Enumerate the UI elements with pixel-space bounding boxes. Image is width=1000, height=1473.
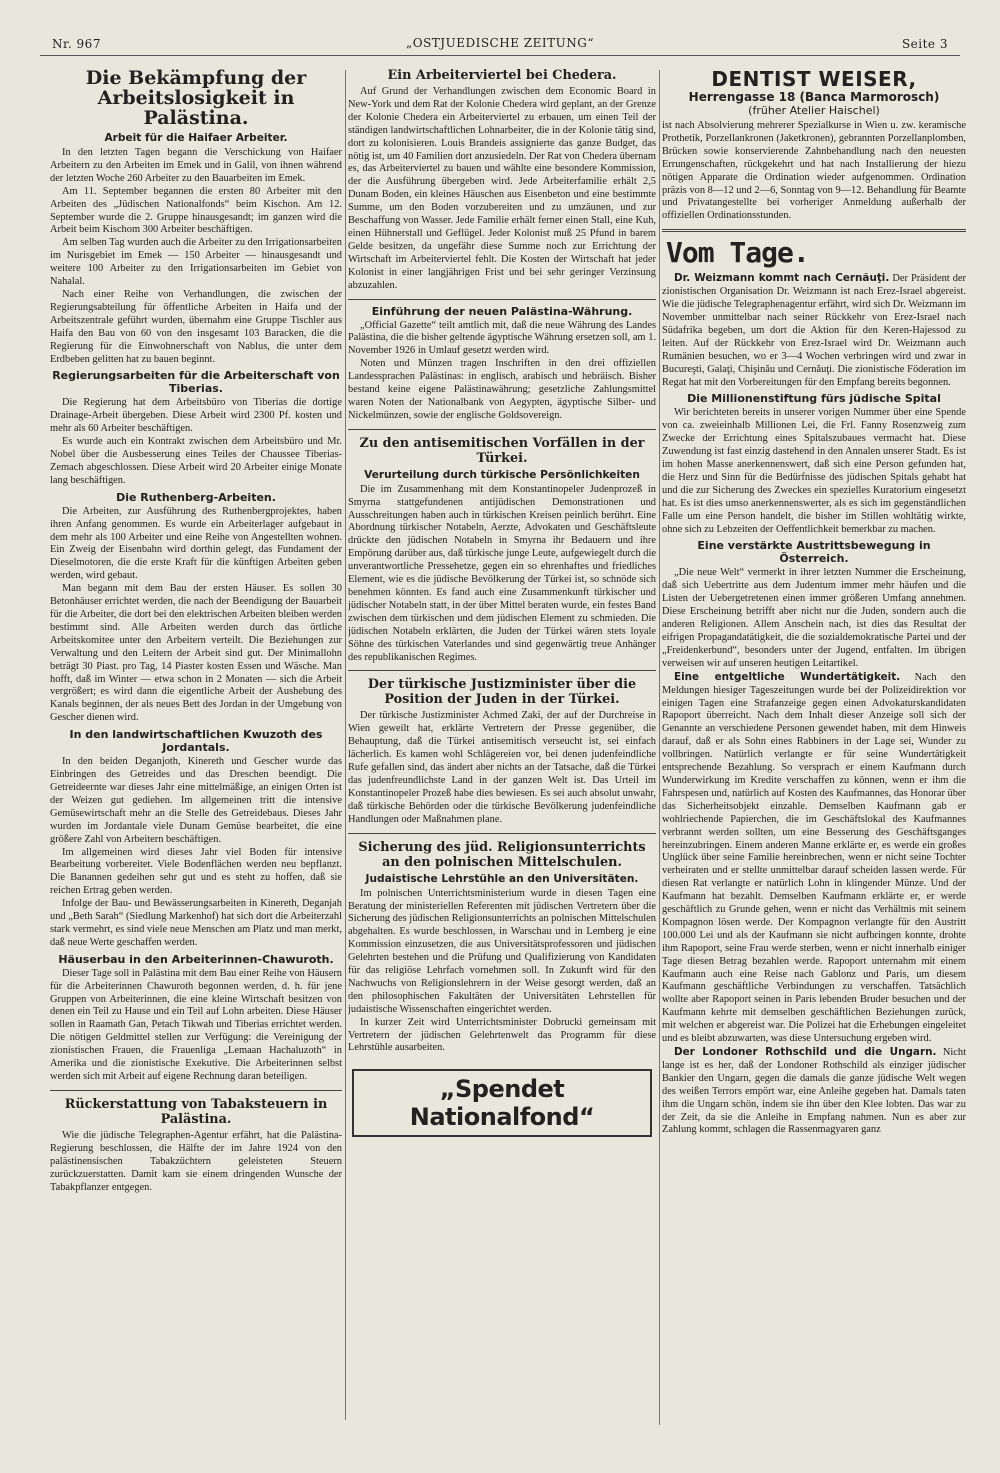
- paragraph: Am 11. September begannen die ersten 80 Arbeiter mit den Arbeiten des „Jüdischen Nationalfonds“ beim Kischon. Am 12. September wurde die 2. Gruppe hinausgesandt; im ganzen wird die Arbeit beim Kischom 300 Arbeiter beschäftigen.: [50, 185, 342, 236]
- vom-tage-heading: Vom Tage.: [666, 236, 809, 270]
- section-heading: Die Millionenstiftung fürs jüdische Spital: [687, 392, 941, 406]
- divider: [662, 229, 966, 232]
- section-heading: Häuserbau in den Arbeiterinnen-Chawuroth.: [58, 952, 334, 966]
- dentist-ad-address: Herrengasse 18 (Banca Marmorosch): [688, 90, 940, 104]
- column-divider: [345, 70, 346, 1420]
- paragraph: Die im Zusammenhang mit dem Konstantinopeler Judenprozeß in Smyrna stattgefundenen antijüdischen Demonstrationen und Ausschreitungen haben auch in türkischen Kreisen peinlich berührt. Eine Abordnung türkischer Notabeln, Aerzte, Advokaten und Geschäftsleute drückte den jüdischen Notabeln in Smyrna ihr Bedauern und ihre Empörung darüber aus, daß türkische junge Leute, aufgewiegelt durch die unverantwortliche Pressehetze, gegen ein so ehrenhaftes und friedliches Element, wie es die jüdische Bevölkerung der Türkei ist, so schnöde sich benehmen könnten. Es fand auch eine Zusammenkunft türkischer und jüdischer Notabeln statt, in der über Mittel beraten wurde, ein festes Band zwischen dem türkischen und dem jüdischen Element zu schmieden. Die jüdischen Notabeln erklärten, die Juden der Türkei wären stets loyale Söhne des türkischen Vaterlandes und sind gegenwärtig treue Anhänger des republikanischen Regimes.: [348, 483, 656, 663]
- section-heading: Zu den antisemitischen Vorfällen in der Türkei.: [359, 435, 645, 466]
- subheadline: Arbeit für die Haifaer Arbeiter.: [104, 132, 288, 144]
- spendet-nationalfond-banner: „Spendet Nationalfond“: [352, 1069, 652, 1137]
- section-heading: Eine verstärkte Austrittsbewegung in Österreich.: [697, 539, 931, 566]
- paragraph: Der Präsident der zionistischen Organisation Dr. Weizmann ist nach Erez-Israel abgereist. Wie die jüdische Telegraphenagentur erfährt, wird sich Dr. Weizmann im November unmittelbar nach seiner Rückkehr von Erez-Israel nach Südafrika begeben, um dort die Aktion für den Keren-Hajessod zu leiten. Auf der Rückkehr von Erez-Israel wird Dr. Weizmann auch Rumänien besuchen, wo er 3—4 Wochen verbringen wird und zwar in Bucureşti, Galaţi, Chişinău und Cernăuţi. Die zionistische Föderation im Regat hat mit den Vorbereitungen für den Empfang bereits begonnen.: [662, 273, 966, 388]
- column-1: [50, 68, 342, 1413]
- paragraph: Im polnischen Unterrichtsministerium wurde in diesen Tagen eine Beratung der ministeriellen Referenten mit jüdischen Vertretern über die Sicherung des jüdischen Religionsunterrichts an polnischen Mittelschulen abgehalten. Es wurde beschlossen, in Warschau und in Lemberg je eine Kommission einzusetzen, die aus Universitätsprofessoren und jüdischen Gelehrten bestehen und die Prüfung und Qualifizierung von Kandidaten für das religiöse Lehrfach vornehmen soll. In Zukunft wird für den Nachwuchs von Religionslehrern in der Weise gesorgt werden, daß an den philosophischen Fakultäten der Universitäten Lehrstellen für judaistische Wissenschaften eingerichtet werden.: [348, 887, 656, 1015]
- dentist-ad-title: DENTIST WEISER,: [711, 68, 917, 91]
- paragraph: In den beiden Deganjoth, Kinereth und Gescher wurde das Einbringen des Getreides und das Dreschen beendigt. Die Getreideernte war dieses Jahr eine mittelmäßige, an einigen Orten ist der Weizen gut gediehen. Im allgemeinen tritt die intensive Gemüsewirtschaft mehr an die Stelle des Getreidebaus. Dieses Jahr wurden im Jordantale viele Dunam Gemüse bearbeitet, die eine größere Zahl von Arbeitern beschäftigen.: [50, 756, 342, 845]
- headline: Die Bekämpfung der Arbeitslosigkeit in Palästina.: [85, 68, 307, 129]
- paragraph: Nach den Meldungen hiesiger Tageszeitungen wurde bei der Polizeidirektion vor einigen Tagen eine Strafanzeige gegen einen Advokaturskandidaten Rapoport überreicht. Nach dem Inhalt dieser Anzeige soll sich der Genannte an verschiedene Personen gewendet haben, mit dem Hinweis darauf, daß er als Sohn eines Rabbiners in der Lage sei, Wunder zu vollbringen. Natürlich verlangte er für seine Wundertätigkeit entsprechende Bezahlung. So versprach er einem Kaufmann durch Wunderwirkung im Kredite verschaffen zu können, wenn er ihm die Fahrspesen und, natürlich auf Kosten des Kaufmannes, das Honorar über das Sicherheitsobjekt einzahle. Demselben Kaufmann gab er wohlriechende Papierchen, die im Geschäftslokal des Kaufmannes verbrannt werden sollten, um eine Besserung des Geschäftsganges hereinzubringen. Einem anderen Manne erklärte er, es werde ein großes Unglück über seine Familie hereinbrechen, wenn er nicht seine Tochter verheiraten und er stellte unmittelbar darauf scheiden lassen werde. Für diesen Rat verlangte er natürlich Lohn in klingender Münze. Und der Kaufmann hat bezahlt. Demselben Kaufmann erklärte er, er werde geschäftlich zu Grunde gehen, wenn er nicht das Verhältnis mit seinem Kompagnon lösen werde. Der Kompagnon verlangte für den Austritt 100.000 Lei und als der Kaufmann sie nicht aufbringen konnte, drohte ihm Rapoport, seine Frau werde sterben, wenn er nicht innerhalb einiger Tage diesen Betrag bezahlen werde. Rapoport unternahm mit einem Kaufmann auch eine Reise nach Gablonz und Paris, um diesem Kaufmann geschäftliche Verbindungen zu verschaffen. Tatsächlich wollte aber Rapoport seinen in Paris lebenden Bruder besuchen und der Kaufmann kehrte mit demselben geschäftlichen Beziehungen zurück, mit welchen er abgereist war. Die Polizei hat die Erhebungen eingeleitet und es bleibt abzuwarten, was diese Untersuchung ergeben wird.: [662, 671, 966, 1045]
- paragraph: In kurzer Zeit wird Unterrichtsminister Dobrucki gemeinsam mit Vertretern der jüdischen Gelehrtenwelt das Programm für diese Lehrstühle ausarbeiten.: [348, 1016, 656, 1054]
- paragraph: Wie die jüdische Telegraphen-Agentur erfährt, hat die Palästina-Regierung beschlossen, die Hälfte der im Jahre 1924 von den palästinensischen Tabakzüchtern geleisteten Steuern zurückzuerstatten. Damit kam sie einem dringenden Wunsche der Tabakpflanzer entgegen.: [50, 1129, 342, 1193]
- section-heading: Der türkische Justizminister über die Position der Juden in der Türkei.: [367, 677, 637, 708]
- paragraph: „Official Gazette“ teilt amtlich mit, daß die neue Währung des Landes Palästina, die die bisher geltende ägyptische Währung ersetzen soll, am 1. November 1926 in Umlauf gesetzt werden wird.: [348, 319, 656, 357]
- dentist-ad-subtitle: (früher Atelier Haischel): [748, 104, 880, 117]
- paragraph: Nicht lange ist es her, daß der Londoner Rothschild als einziger jüdischer Bankier den Ungarn, gegen die damals die ganze jüdische Welt wegen des weißen Terrors empört war, eine Anleihe gegeben hat. Damals taten ihm die Ungarn schön, indem sie ihn über den Klee lobten. Das war zu der Zeit, da sie die Anleihe in Empfang nahmen. Nun es aber zur Zahlung kommt, schlagen die Rassenmagyaren ganz: [662, 1047, 966, 1136]
- lead-heading: Eine entgeltliche Wundertätigkeit.: [674, 670, 901, 683]
- divider: [348, 670, 656, 671]
- section-heading: In den landwirtschaftlichen Kwuzoth des Jordantals.: [69, 728, 323, 755]
- section-heading: Regierungsarbeiten für die Arbeiterschaft von Tiberias.: [52, 369, 340, 396]
- column-2: [348, 68, 656, 1428]
- column-divider: [659, 70, 660, 1425]
- paragraph: Noten und Münzen tragen Inschriften in den drei offiziellen Landessprachen Palästinas: in englisch, arabisch und hebräisch. Bisher bestand keine eigene Palästinawährung; gesetzliche Zahlungsmittel waren Noten der Nationalbank von Aegypten, ägyptische Silber- und Nickelmünzen, sowie der englische Goldsovereign.: [348, 358, 656, 421]
- lead-heading: Dr. Weizmann kommt nach Cernăuţi.: [674, 272, 890, 285]
- paragraph: In den letzten Tagen begann die Verschickung von Haifaer Arbeitern zu den Arbeiten im Emek und in Galil, von ihnen während der letzten Woche 260 Arbeiter zu den Bauarbeiten im Emek.: [50, 147, 342, 184]
- paragraph: Wir berichteten bereits in unserer vorigen Nummer über eine Spende von ca. zweieinhalb Millionen Lei, die Frl. Fanny Rosenzweig zum Zwecke der Errichtung eines Spitalszubaues vermacht hat. Diese Zuwendung ist fast einzig dastehend in den Annalen unserer Stadt. Es ist im hohen Masse anerkennenswert, daß sich eine Person gefunden hat, die Herz und Sinn für die Bedürfnisse des jüdischen Spitals gehabt hat und die zur Sicherung des Zweckes ein spezielles Kuratorium eingesetzt hat. Es ist dies umso anerkennenswerter, als es sich im gegenständlichen Falle um eine Person handelt, die bisher im Stillen wohltätig wirkte, ohne sich zu Lebzeiten der Oeffentlichkeit bemerkbar zu machen.: [662, 407, 966, 535]
- paragraph: Dieser Tage soll in Palästina mit dem Bau einer Reihe von Häusern für die Arbeiterinnen Chawuroth begonnen werden, d. h. für jene Gruppen von Arbeiterinnen, die eine kleine Wirtschaft besitzen von denen ein Teil zu Hause und ein Teil auf Lohn arbeiten. Diese Häuser sollen in Raamath Gan, Petach Tikwah und Tiberias errichtet werden. Die nötigen Geldmittel stellen zur Verfügung: die Vereinigung der zionistischen Frauen, die Frauenliga „Lemaan Hachaluzoth“ in Amerika und die zionistische Exekutive. Die Arbeiterinnen selbst werden sich mit Arbeit auf eigene Rechnung daran beteiligen.: [50, 967, 342, 1082]
- section-heading: Rückerstattung von Tabaksteuern in Palästina.: [64, 1096, 328, 1127]
- paragraph: Die Arbeiten, zur Ausführung des Ruthenbergprojektes, haben ihren Anfang genommen. Es wurde ein Arbeiterlager aufgebaut in dem mehr als 100 Arbeiter und eine Reihe von Angestellten wohnen. Ein Zweig der Eisenbahn wird dorthin gelegt, das Fundament der Dieselmotoren, die die erste Kraft für die künftigen Arbeiten geben werden, wird gebaut.: [50, 505, 342, 582]
- divider: [348, 833, 656, 834]
- newspaper-title: „OSTJUEDISCHE ZEITUNG“: [406, 36, 594, 50]
- section-heading: Die Ruthenberg-Arbeiten.: [116, 490, 276, 504]
- dentist-ad-text: ist nach Absolvierung mehrerer Spezialkurse in Wien u. zw. keramische Prothetik, Porzellankronen (Jaketkronen), gebrannten Porzellanplomben, Brücken sowie konservierende Zahnbehandlung nach den neuesten Errungenschaften, rückgekehrt und hat nach Installierung der hiezu nötigen Apparate die Ordination wieder aufgenommen. Ordination präzis von 8—12 und 2—6, Sonntag von 9—12. Behandlung für Beamte und Privatangestellte bei vorheriger Anmeldung außerhalb der offiziellen Ordinationsstunden.: [662, 120, 966, 222]
- paragraph: „Die neue Welt“ vermerkt in ihrer letzten Nummer die Erscheinung, daß sich Uebertritte aus dem Judentum immer mehr häufen und die Listen der Uebergetretenen einen immer größeren Umfang annehmen. Diese Erscheinung betrifft aber nicht nur die Juden, sondern auch die anderen Religionen. Allem Anschein nach, ist dies das Resultat der eifrigen Propagandatätigkeit, die die sozialdemokratische Partei und der „Freidenkerbund“, besonders unter der Jugend, entfalten. Im übrigen verweisen wir auf unseren heutigen Leitartikel.: [662, 567, 966, 669]
- paragraph: Auf Grund der Verhandlungen zwischen dem Economic Board in New-York und dem Rat der Kolonie Chedera wird geplant, an der Grenze der Kolonie Chedera ein Arbeiterviertel zu erbauen, um einen Teil der ständigen landwirtschaftlichen Lohnarbeiter, die in der Kolonie tätig sind, dort zu kolonisieren. Louis Brandeis assignierte das ganze Budget, das nötig ist, um 40 Familien dort anzusiedeln. Der Rat von Chedera übernam es, das Arbeiterviertel zu bauen und wählte eine besondere Kommission, der die Ausführung übergeben wird. Jede Arbeiterfamilie erhält 2,5 Dunam Boden, ein kleines Häuschen aus Eisenbeton und eine bestimmte Summe, um den Boden vorzubereiten und zu umzäunen, und zur Beschaffung von Wasser. Jede Familie erhält ferner einen Stall, eine Kuh, einen Hühnerstall und Geflügel. Jeder Kolonist muß 25 Pfund in barem Gelde besitzen, da ungefähr diese Summe noch zur Errichtung der Wirtschaft im Arbeiterviertel fehlt. Die Kosten der Wirtschaft hat jeder Kolonist in einer langjährigen Frist und bei sehr geringer Verzinsung abzuzahlen.: [348, 86, 656, 291]
- column-3: [662, 68, 966, 1428]
- subheadline: Verurteilung durch türkische Persönlichkeiten: [364, 468, 640, 481]
- paragraph: Am selben Tag wurden auch die Arbeiter zu den Irrigationsarbeiten im Nurisgebiet im Emek — 150 Arbeiter — hinausgesandt und weitere 100 Arbeiter zu den Irrigationsarbeiten im Gebiet von Nahalal.: [50, 237, 342, 288]
- page-number: Seite 3: [901, 37, 948, 51]
- paragraph: Es wurde auch ein Kontrakt zwischen dem Arbeitsbüro und Mr. Nobel über die Ausbesserung eines Teiles der Chaussee Tiberias-Zemach abgeschlossen. Diese Arbeit wird 20 Arbeiter einige Monate lang beschäftigen.: [50, 436, 342, 486]
- subheadline: Judaistische Lehrstühle an den Universitäten.: [365, 872, 639, 885]
- paragraph: Man begann mit dem Bau der ersten Häuser. Es sollen 30 Betonhäuser errichtet werden, die nach der Beendigung der Bauarbeit für die Arbeiter, die dort bei den elektrischen Arbeiten bleiben werden bestimmt sind. Alle Arbeiten werden durch das örtliche Arbeitskomitee unter den Arbeitern verteilt. Die Beziehungen zur Verwaltung und den Leitern der Arbeit sind gut. Der Minimallohn beträgt 30 Piast. pro Tag, 14 Piaster kosten Essen und Wäsche. Man hofft, daß im Winter — etwa schon in 2 Monaten — sich die Arbeit vergrößert; es wird dann die eigentliche Arbeit der Aushebung des Kanals beginnen, der als neues Bett des Jordan in der Umgebung von Gescher dienen wird.: [50, 583, 342, 724]
- divider: [50, 1090, 342, 1091]
- paragraph: Die Regierung hat dem Arbeitsbüro von Tiberias die dortige Drainage-Arbeit übergeben. Diese Arbeit wird 2300 Pf. kosten und mehr als 60 Arbeiter beschäftigen.: [50, 397, 342, 435]
- section-heading: Sicherung des jüd. Religionsunterrichts an den polnischen Mittelschulen.: [358, 839, 646, 870]
- masthead: [40, 33, 960, 56]
- divider: [348, 299, 656, 300]
- paragraph: Infolge der Bau- und Bewässerungsarbeiten in Kinereth, Deganjah und „Beth Sarah“ (Siedlung Markenhof) hat sich dort die Arbeiterzahl stark vermehrt, es sind viele neue Menschen am Platz und man merkt, daß neue Werte geschaffen werden.: [50, 898, 342, 948]
- issue-number: Nr. 967: [52, 37, 101, 51]
- lead-heading: Der Londoner Rothschild und die Ungarn.: [674, 1046, 937, 1058]
- paragraph: Nach einer Reihe von Verhandlungen, die zwischen der Regierungsabteilung für öffentliche Arbeiten in Haifa und der Arbeitszentrale geführt wurden, übernahm eine Gruppe Tischler aus Haifa den Bau von 60 von den insgesamt 103 Baracken, die die Regierung für die Einwohnerschaft von Nablus, die unter dem Erdbeben gelitten hat zu bauen beginnt.: [50, 288, 342, 365]
- section-heading: Ein Arbeiterviertel bei Chedera.: [387, 68, 617, 83]
- divider: [348, 429, 656, 430]
- section-heading: Einführung der neuen Palästina-Währung.: [371, 304, 633, 318]
- paragraph: Der türkische Justizminister Achmed Zaki, der auf der Durchreise in Wien geweilt hat, erklärte Vertretern der Presse gegenüber, die Behauptung, daß die Türkei antisemitisch verseucht ist, sei einfach lächerlich. Es kamen wohl Schlägereien vor, bei denen judenfeindliche Rufe gefallen sind, das ändert aber nichts an der Tatsache, daß die Türkei das judenfreundlichste Land in der ganzen Welt ist. Das Urteil im Konstantinopeler Prozeß habe dies bewiesen. Es sei auch absolut unwahr, daß türkische Behörden oder die türkische Bevölkerung judenfeindliche Handlungen oder Maßnahmen plane.: [348, 710, 656, 825]
- paragraph: Im allgemeinen wird dieses Jahr viel Boden für intensive Bearbeitung vorbereitet. Viele Bodenflächen werden neu bepflanzt. Die Banannen gedeihen sehr gut und es steht zu hoffen, daß sie reichen Ertrag geben werden.: [50, 846, 342, 897]
